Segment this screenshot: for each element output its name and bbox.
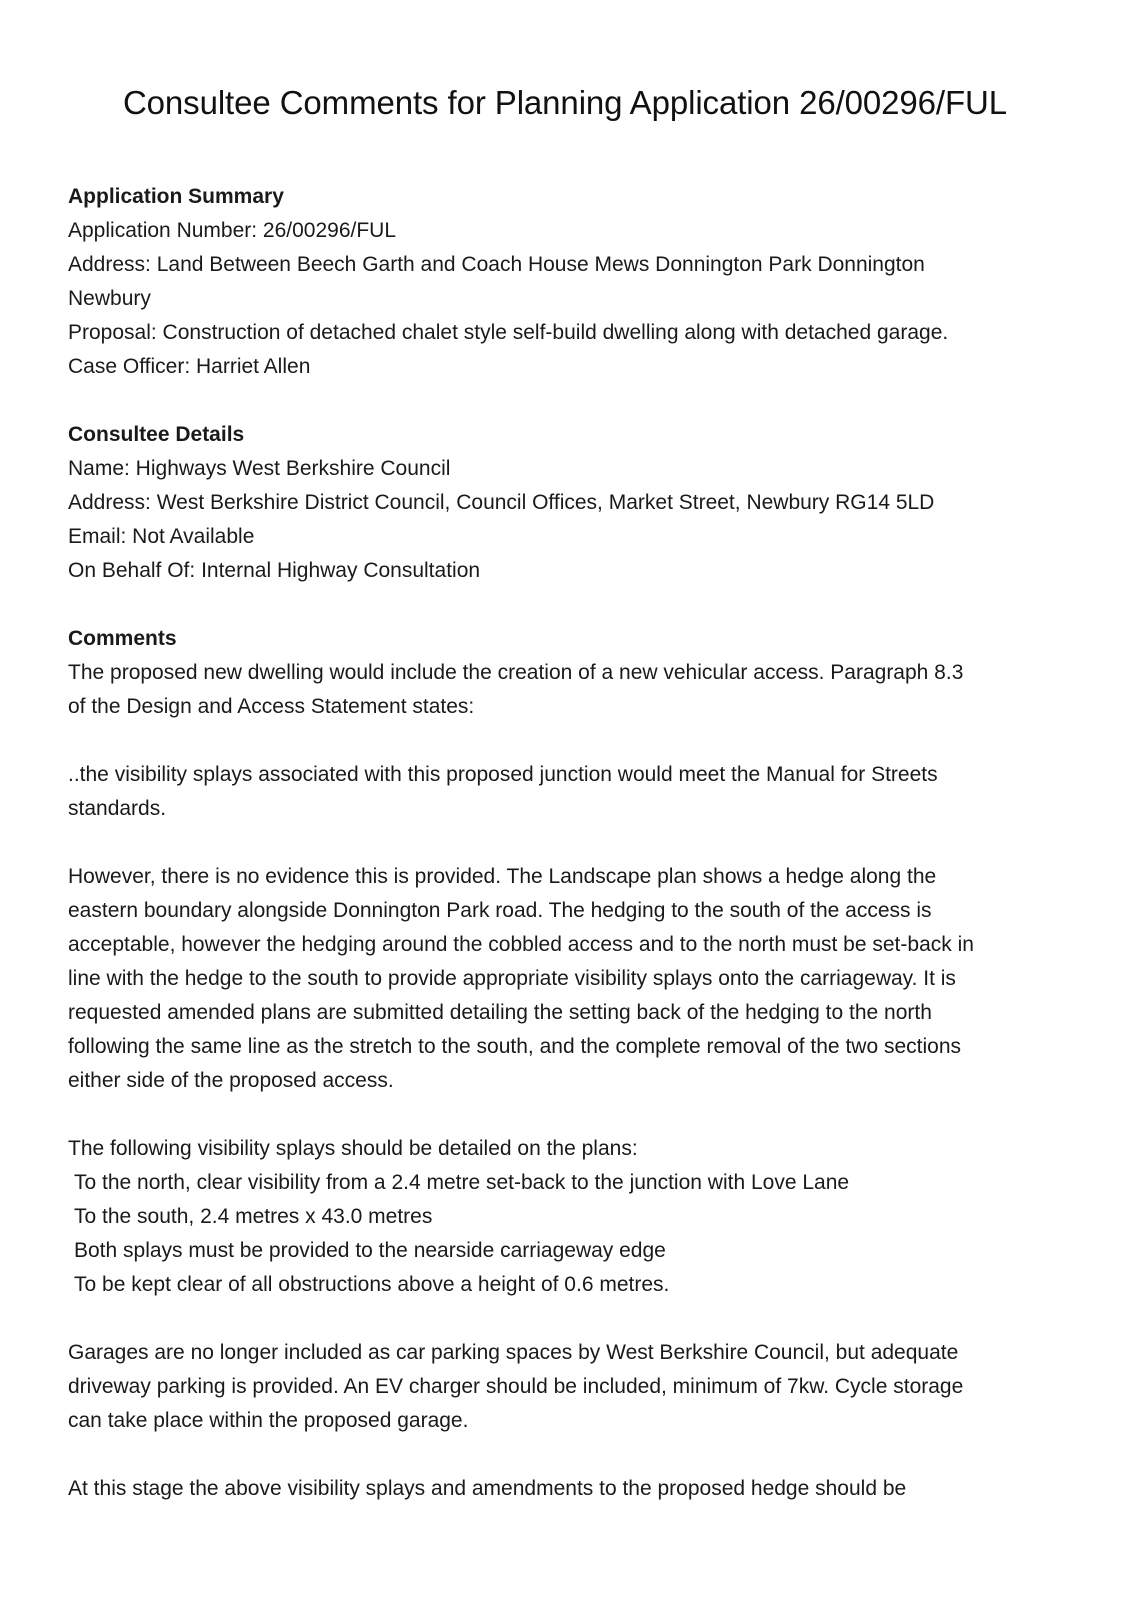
comment-line: standards. xyxy=(68,797,167,820)
consultee-on-behalf-of: On Behalf Of: Internal Highway Consultation xyxy=(68,559,481,582)
page-title: Consultee Comments for Planning Application 26/00296/FUL xyxy=(122,84,1008,121)
application-proposal: Proposal: Construction of detached chalet style self-build dwelling along with detached garage. xyxy=(68,321,949,344)
comment-line: following the same line as the stretch to the south, and the complete removal of the two sections xyxy=(68,1035,961,1058)
visibility-splays-paragraph xyxy=(68,1132,1068,1302)
splay-item: Both splays must be provided to the nearside carriageway edge xyxy=(74,1239,666,1262)
application-summary-heading: Application Summary xyxy=(68,185,284,208)
comment-paragraph xyxy=(68,1472,1068,1506)
comment-line: either side of the proposed access. xyxy=(68,1069,394,1092)
comment-line: ..the visibility splays associated with this proposed junction would meet the Manual for Streets xyxy=(68,763,938,786)
consultee-name: Name: Highways West Berkshire Council xyxy=(68,457,451,480)
comment-paragraph xyxy=(68,860,1068,1098)
application-number: Application Number: 26/00296/FUL xyxy=(68,219,397,242)
consultee-address: Address: West Berkshire District Council, Council Offices, Market Street, Newbury RG14 5LD xyxy=(68,491,935,514)
splay-item: To be kept clear of all obstructions above a height of 0.6 metres. xyxy=(74,1273,670,1296)
comments-heading: Comments xyxy=(68,627,177,650)
document-body xyxy=(68,180,1068,1540)
comment-quote-paragraph xyxy=(68,758,1068,826)
comment-line: eastern boundary alongside Donnington Park road. The hedging to the south of the access is xyxy=(68,899,932,922)
comment-line: can take place within the proposed garage. xyxy=(68,1409,469,1432)
comment-line: acceptable, however the hedging around the cobbled access and to the north must be set-back in xyxy=(68,933,974,956)
comment-line: line with the hedge to the south to provide appropriate visibility splays onto the carriageway. It is xyxy=(68,967,956,990)
comments-section xyxy=(68,622,1068,1506)
comment-paragraph xyxy=(68,656,1068,724)
comment-paragraph xyxy=(68,1336,1068,1438)
consultee-details-section xyxy=(68,418,1068,588)
consultee-details-heading: Consultee Details xyxy=(68,423,245,446)
comment-line: The proposed new dwelling would include the creation of a new vehicular access. Paragraph 8.3 xyxy=(68,661,964,684)
comment-line: At this stage the above visibility splays and amendments to the proposed hedge should be xyxy=(68,1477,907,1500)
application-address-line: Address: Land Between Beech Garth and Coach House Mews Donnington Park Donnington xyxy=(68,253,925,276)
application-address-line: Newbury xyxy=(68,287,151,310)
comment-line: requested amended plans are submitted detailing the setting back of the hedging to the north xyxy=(68,1001,932,1024)
comment-line: of the Design and Access Statement states: xyxy=(68,695,475,718)
case-officer: Case Officer: Harriet Allen xyxy=(68,355,311,378)
splay-item: To the north, clear visibility from a 2.4 metre set-back to the junction with Love Lane xyxy=(74,1171,850,1194)
application-summary-section xyxy=(68,180,1068,384)
comment-line: Garages are no longer included as car parking spaces by West Berkshire Council, but adequate xyxy=(68,1341,959,1364)
consultee-email: Email: Not Available xyxy=(68,525,255,548)
splay-list xyxy=(68,1166,1068,1302)
splays-intro: The following visibility splays should be detailed on the plans: xyxy=(68,1137,638,1160)
comment-line: However, there is no evidence this is provided. The Landscape plan shows a hedge along the xyxy=(68,865,937,888)
splay-item: To the south, 2.4 metres x 43.0 metres xyxy=(74,1205,433,1228)
comment-line: driveway parking is provided. An EV charger should be included, minimum of 7kw. Cycle storage xyxy=(68,1375,964,1398)
